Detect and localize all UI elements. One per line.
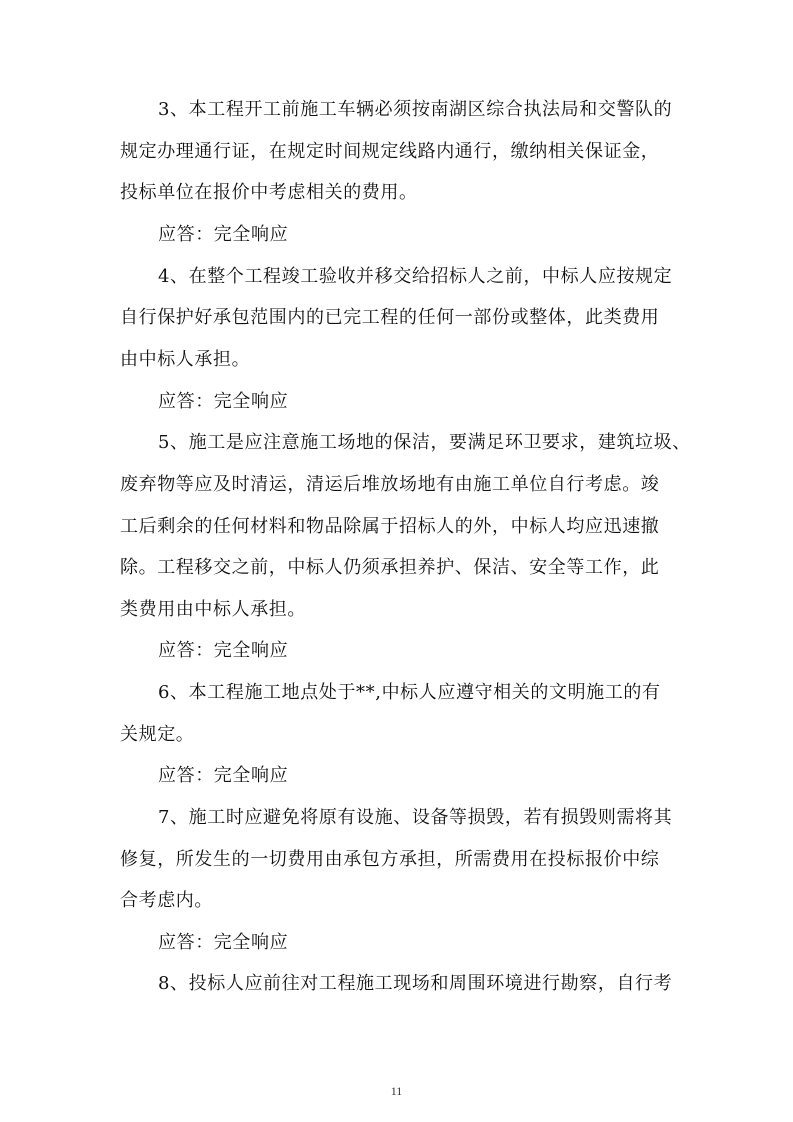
clause-3-answer: 应答：完全响应 (158, 224, 289, 245)
clause-5-line-4: 除。工程移交之前，中标人仍须承担养护、保洁、安全等工作，此 (120, 557, 660, 578)
clause-8-line-1: 8、投标人应前往对工程施工现场和周围环境进行勘察，自行考 (158, 973, 673, 994)
clause-5-line-5: 类费用由中标人承担。 (120, 599, 306, 620)
clause-5-answer: 应答：完全响应 (158, 640, 289, 661)
clause-7-line-3: 合考虑内。 (120, 890, 213, 911)
clause-4-line-1: 4、在整个工程竣工验收并移交给招标人之前，中标人应按规定 (158, 266, 673, 287)
clause-3-line-3: 投标单位在报价中考虑相关的费用。 (120, 182, 418, 203)
clause-7-answer: 应答：完全响应 (158, 932, 289, 953)
clause-4-line-3: 由中标人承担。 (120, 349, 251, 370)
clause-3-line-1: 3、本工程开工前施工车辆必须按南湖区综合执法局和交警队的 (158, 99, 673, 120)
page-number: 11 (390, 1084, 403, 1098)
clause-5-line-1: 5、施工是应注意施工场地的保洁，要满足环卫要求，建筑垃圾、 (158, 432, 691, 453)
clause-7-line-1: 7、施工时应避免将原有设施、设备等损毁，若有损毁则需将其 (158, 807, 673, 828)
clause-4-answer: 应答：完全响应 (158, 391, 289, 412)
clause-6-line-1: 6、本工程施工地点处于**,中标人应遵守相关的文明施工的有 (158, 682, 661, 703)
clause-6-line-2: 关规定。 (120, 724, 195, 745)
clause-7-line-2: 修复，所发生的一切费用由承包方承担，所需费用在投标报价中综 (120, 849, 660, 870)
clause-3-line-2: 规定办理通行证，在规定时间规定线路内通行，缴纳相关保证金， (120, 141, 660, 162)
clause-5-line-2: 废弃物等应及时清运，清运后堆放场地有由施工单位自行考虑。竣 (120, 474, 660, 495)
clause-5-line-3: 工后剩余的任何材料和物品除属于招标人的外，中标人均应迅速撤 (120, 516, 660, 537)
clause-6-answer: 应答：完全响应 (158, 765, 289, 786)
clause-4-line-2: 自行保护好承包范围内的已完工程的任何一部份或整体，此类费用 (120, 307, 660, 328)
